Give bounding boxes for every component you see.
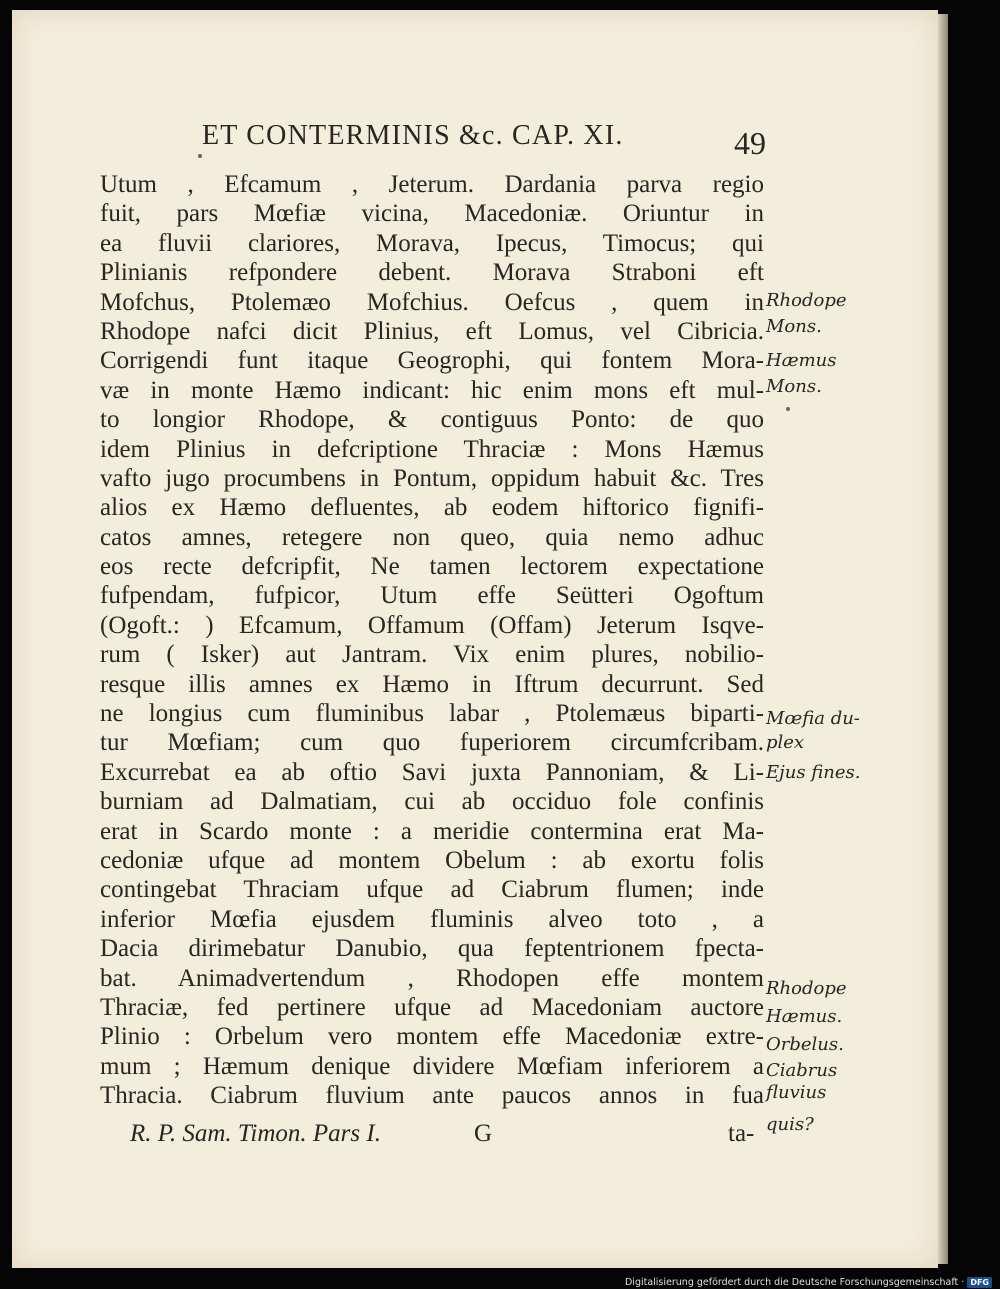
ink-speck xyxy=(786,407,790,411)
text-line: Plinianis refpondere debent. Morava Straboni eft xyxy=(100,259,764,287)
text-line: bat. Animadvertendum , Rhodopen effe montem xyxy=(100,964,764,992)
margin-note: fluvius xyxy=(766,1082,827,1103)
text-line: eos recte defcripfit, Ne tamen lectorem expectatione xyxy=(100,553,764,581)
text-line: catos amnes, retegere non queo, quia nemo adhuc xyxy=(100,523,764,551)
margin-note: Hæmus. xyxy=(766,1006,843,1027)
margin-note: plex xyxy=(766,732,805,753)
text-line: ea fluvii clariores, Morava, Ipecus, Timocus; qui xyxy=(100,229,764,257)
margin-note: Rhodope xyxy=(766,978,847,999)
text-line: rum ( Isker) aut Jantram. Vix enim plures, nobilio- xyxy=(100,641,764,669)
margin-note: Hæmus xyxy=(766,350,837,371)
text-line: Corrigendi funt itaque Geogrophi, qui fontem Mora- xyxy=(100,347,764,375)
text-line: inferior Mœfia ejusdem fluminis alveo toto , a xyxy=(100,905,764,933)
text-line: ne longius cum fluminibus labar , Ptolemæus biparti- xyxy=(100,700,764,728)
text-line: Dacia dirimebatur Danubio, qua feptentrionem fpecta- xyxy=(100,935,764,963)
margin-note: Ciabrus xyxy=(766,1060,838,1081)
dfg-logo-icon: DFG xyxy=(967,1277,992,1288)
margin-note: Orbelus. xyxy=(766,1034,844,1055)
text-line: alios ex Hæmo defluentes, ab eodem hiftorico fignifi- xyxy=(100,494,764,522)
signature-line: R. P. Sam. Timon. Pars I. xyxy=(130,1120,381,1147)
text-line: væ in monte Hæmo indicant: hic enim mons eft mul- xyxy=(100,376,764,404)
margin-note: Mons. xyxy=(766,376,822,397)
digitization-banner xyxy=(625,1276,992,1289)
page-edge xyxy=(938,14,948,1264)
main-text-block xyxy=(100,170,764,1111)
text-line: burniam ad Dalmatiam, cui ab occiduo fole confinis xyxy=(100,788,764,816)
text-line: Thracia. Ciabrum fluvium ante paucos annos in fua xyxy=(100,1082,764,1110)
ink-speck xyxy=(198,154,202,158)
text-line: fufpendam, fufpicor, Utum effe Seütteri Ogoftum xyxy=(100,582,764,610)
margin-note: quis? xyxy=(766,1114,814,1135)
text-line: tur Mœfiam; cum quo fuperiorem circumfcribam. xyxy=(100,729,764,757)
text-line: to longior Rhodope, & contiguus Ponto: de quo xyxy=(100,406,764,434)
catchword: ta- xyxy=(728,1120,755,1147)
text-line: (Ogoft.: ) Efcamum, Offamum (Offam) Jeterum Isqve- xyxy=(100,611,764,639)
text-line: Rhodope nafci dicit Plinius, eft Lomus, vel Cibricia. xyxy=(100,317,764,345)
text-line: Mofchus, Ptolemæo Mofchius. Oefcus , quem in xyxy=(100,288,764,316)
text-line: Thraciæ, fed pertinere ufque ad Macedoniam auctore xyxy=(100,993,764,1021)
text-line: idem Plinius in defcriptione Thraciæ : Mons Hæmus xyxy=(100,435,764,463)
banner-separator: · xyxy=(961,1277,965,1288)
book-page xyxy=(12,10,938,1268)
text-line: fuit, pars Mœfiæ vicina, Macedoniæ. Oriuntur in xyxy=(100,200,764,228)
margin-note: Mons. xyxy=(766,316,822,337)
margin-note: Mœfia du- xyxy=(766,708,860,729)
running-head: ET CONTERMINIS &c. CAP. XI. xyxy=(202,120,624,151)
text-line: Utum , Efcamum , Jeterum. Dardania parva regio xyxy=(100,171,764,198)
text-line: erat in Scardo monte : a meridie contermina erat Ma- xyxy=(100,817,764,845)
text-line: vafto jugo procumbens in Pontum, oppidum habuit &c. Tres xyxy=(100,464,764,492)
margin-note: Ejus fines. xyxy=(766,762,861,783)
text-line: resque illis amnes ex Hæmo in Iftrum decurrunt. Sed xyxy=(100,670,764,698)
text-line: Excurrebat ea ab oftio Savi juxta Pannoniam, & Li- xyxy=(100,758,764,786)
signature-mark: G xyxy=(474,1120,493,1147)
margin-note: Rhodope xyxy=(766,290,847,311)
text-line: Plinio : Orbelum vero montem effe Macedoniæ extre- xyxy=(100,1023,764,1051)
text-line: cedoniæ ufque ad montem Obelum : ab exortu folis xyxy=(100,846,764,874)
text-line: mum ; Hæmum denique dividere Mœfiam inferiorem a xyxy=(100,1052,764,1080)
page-number: 49 xyxy=(734,125,766,161)
banner-text: Digitalisierung gefördert durch die Deutsche Forschungsgemeinschaft xyxy=(624,1277,959,1288)
text-line: contingebat Thraciam ufque ad Ciabrum flumen; inde xyxy=(100,876,764,904)
